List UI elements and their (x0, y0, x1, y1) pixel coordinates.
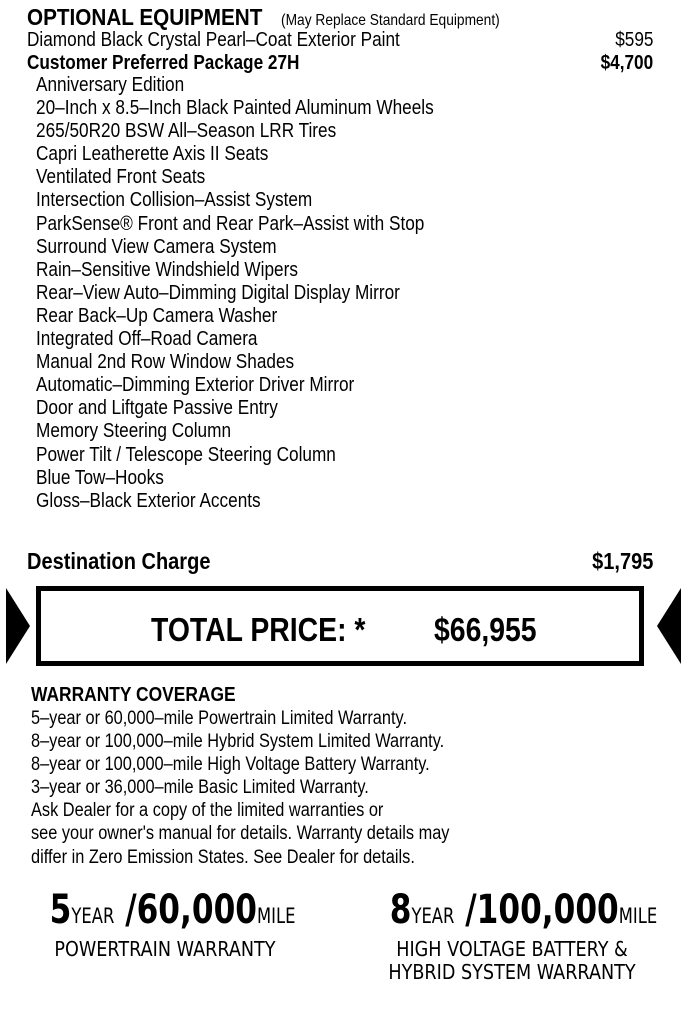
list-item: 20–Inch x 8.5–Inch Black Painted Aluminum Wheels (36, 97, 434, 120)
option-label: Customer Preferred Package 27H (27, 52, 300, 74)
mile-unit: MILE (256, 904, 296, 928)
optional-equipment-header (27, 4, 535, 31)
package-feature-list (36, 74, 498, 513)
section-subtitle: (May Replace Standard Equipment) (281, 12, 500, 29)
list-item: ParkSense® Front and Rear Park–Assist with Stop (36, 212, 425, 235)
warranty-line: see your owner's manual for details. Warranty details may (31, 823, 450, 845)
warranty-line: 8–year or 100,000–mile High Voltage Battery Warranty. (31, 754, 430, 776)
option-price: $4,700 (600, 52, 653, 74)
list-item: Capri Leatherette Axis II Seats (36, 143, 269, 166)
slash-separator: / (125, 887, 137, 933)
list-item: Anniversary Edition (36, 74, 185, 96)
warranty-line: 8–year or 100,000–mile Hybrid System Limited Warranty. (31, 731, 445, 753)
list-item: Surround View Camera System (36, 235, 277, 258)
powertrain-warranty-badge (15, 888, 315, 961)
warranty-coverage-section (31, 683, 518, 869)
destination-label: Destination Charge (27, 548, 211, 574)
list-item: Integrated Off–Road Camera (36, 328, 258, 351)
warranty-title: WARRANTY COVERAGE (31, 684, 236, 706)
list-item: Rear–View Auto–Dimming Digital Display Mirror (36, 281, 400, 304)
warranty-line: Ask Dealer for a copy of the limited warranties or (31, 800, 384, 822)
warranty-line: differ in Zero Emission States. See Dealer for details. (31, 846, 415, 868)
list-item: Manual 2nd Row Window Shades (36, 351, 295, 374)
left-arrow-marker (6, 588, 30, 664)
slash-separator: / (465, 887, 477, 933)
option-label: Diamond Black Crystal Pearl–Coat Exterior Paint (27, 29, 400, 51)
warranty-line: 3–year or 36,000–mile Basic Limited Warranty. (31, 777, 369, 799)
badge-caption: HIGH VOLTAGE BATTERY & (396, 937, 628, 961)
right-arrow-marker (657, 588, 681, 664)
battery-hybrid-warranty-badge (352, 888, 672, 984)
total-price-value: $66,955 (434, 611, 537, 648)
option-price: $595 (614, 29, 653, 51)
warranty-line: 5–year or 60,000–mile Powertrain Limited Warranty. (31, 708, 407, 729)
warranty-term (390, 888, 657, 938)
warranty-term (50, 888, 296, 938)
year-unit: YEAR (71, 904, 115, 928)
list-item: Rear Back–Up Camera Washer (36, 304, 278, 327)
list-item: Ventilated Front Seats (36, 166, 206, 189)
list-item: Memory Steering Column (36, 420, 232, 443)
option-row-package (27, 52, 653, 74)
option-row-paint (27, 29, 653, 51)
year-unit: YEAR (411, 904, 455, 928)
list-item: Intersection Collision–Assist System (36, 189, 313, 212)
total-price-label: TOTAL PRICE: * (151, 611, 366, 648)
list-item: Rain–Sensitive Windshield Wipers (36, 258, 298, 281)
list-item: Gloss–Black Exterior Accents (36, 489, 261, 512)
list-item: 265/50R20 BSW All–Season LRR Tires (36, 120, 337, 143)
warranty-years: 5 (49, 887, 72, 933)
badge-caption: POWERTRAIN WARRANTY (54, 937, 276, 961)
total-price-box (36, 586, 644, 666)
list-item: Power Tilt / Telescope Steering Column (36, 443, 336, 466)
mile-unit: MILE (618, 904, 658, 928)
warranty-miles: 100,000 (476, 887, 619, 933)
list-item: Blue Tow–Hooks (36, 466, 164, 489)
list-item: Automatic–Dimming Exterior Driver Mirror (36, 374, 355, 397)
destination-charge-row (27, 548, 653, 576)
warranty-miles: 60,000 (136, 887, 257, 933)
list-item: Door and Liftgate Passive Entry (36, 397, 278, 420)
warranty-years: 8 (389, 887, 412, 933)
badge-caption: HYBRID SYSTEM WARRANTY (388, 960, 636, 984)
destination-price: $1,795 (591, 548, 653, 574)
section-title: OPTIONAL EQUIPMENT (27, 4, 263, 30)
